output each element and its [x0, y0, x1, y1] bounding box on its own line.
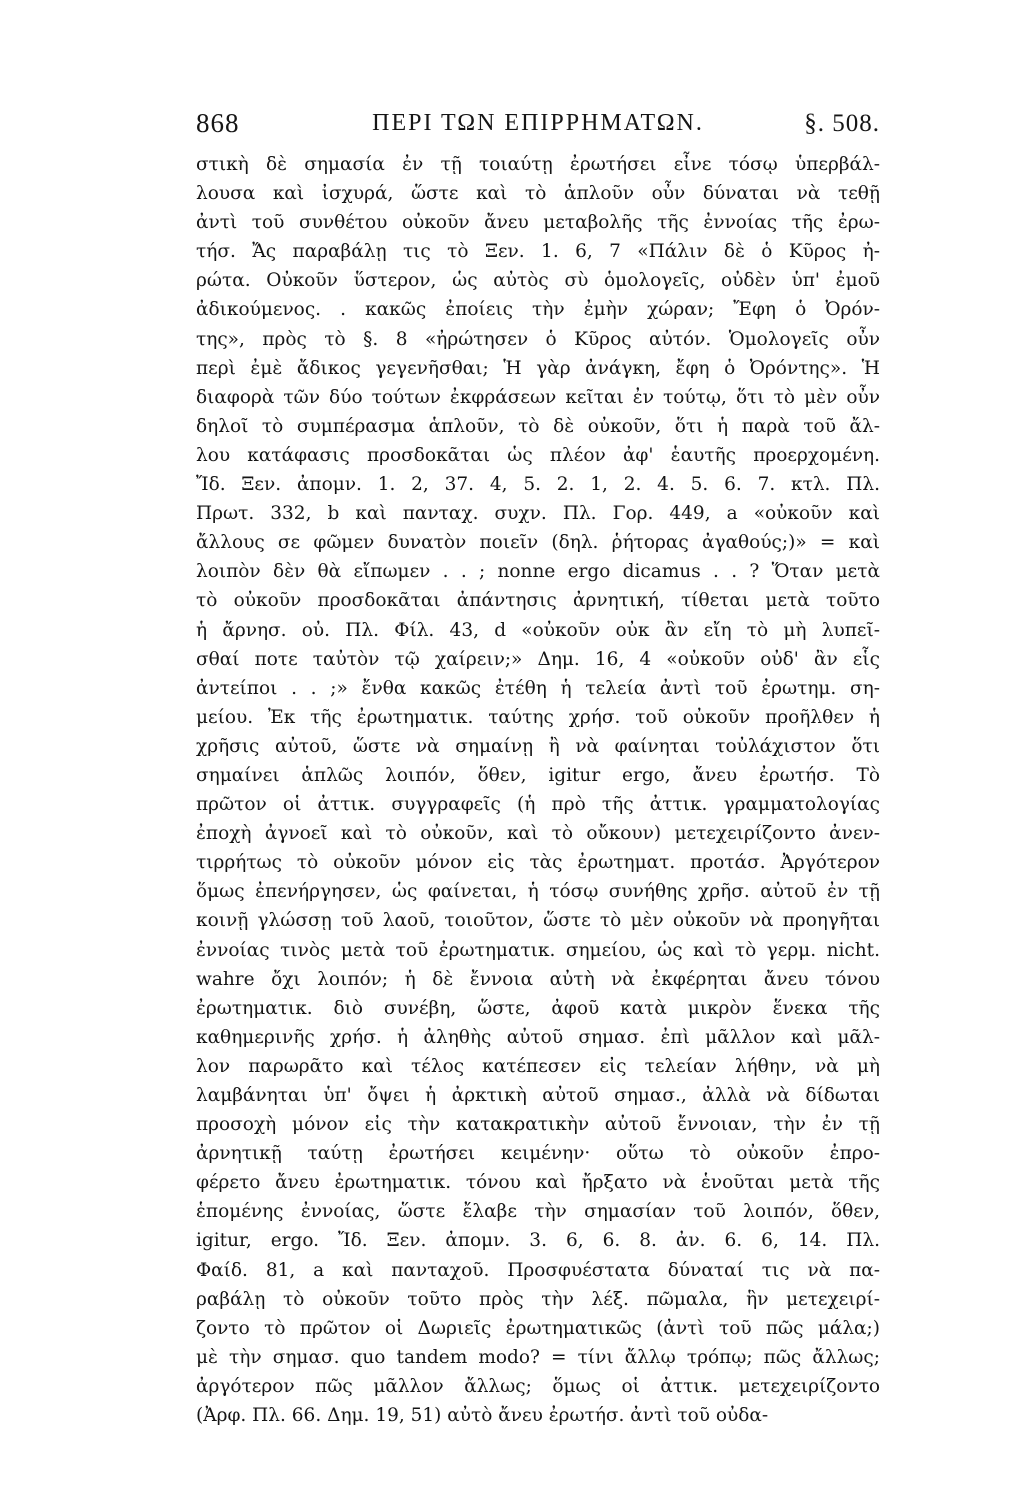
text-line: ὅμως ἐπενήργησεν, ὡς φαίνεται, ἡ τόσῳ συνήθης χρῆσ. αὐτοῦ ἐν τῇ: [196, 881, 880, 903]
body-text: [196, 150, 880, 1430]
text-line: τὸ οὐκοῦν προσδοκᾶται ἀπάντησις ἀρνητική, τίθεται μετὰ τοῦτο: [196, 590, 880, 612]
text-line: Πρωτ. 332, b καὶ πανταχ. συχν. Πλ. Γορ. 449, a «οὐκοῦν καὶ: [196, 503, 880, 525]
text-line: κοινῇ γλώσσῃ τοῦ λαοῦ, τοιοῦτον, ὥστε τὸ μὲν οὐκοῦν νὰ προηγῆται: [196, 910, 880, 932]
text-line: ἀντείποι . . ;» ἔνθα κακῶς ἐτέθη ἡ τελεία ἀντὶ τοῦ ἐρωτημ. ση-: [196, 677, 880, 699]
text-line: λου κατάφασις προσδοκᾶται ὡς πλέον ἀφ' ἑαυτῆς προερχομένη.: [196, 444, 880, 466]
text-line: τήσ. Ἄς παραβάλῃ τις τὸ Ξεν. 1. 6, 7 «Πάλιν δὲ ὁ Κῦρος ἠ-: [196, 241, 880, 263]
text-line: ἀργότερον πῶς μᾶλλον ἄλλως; ὅμως οἱ ἀττικ. μετεχειρίζοντο: [196, 1375, 880, 1397]
text-line: ἡ ἄρνησ. οὐ. Πλ. Φίλ. 43, d «οὐκοῦν οὐκ ἂν εἴη τὸ μὴ λυπεῖ-: [196, 619, 880, 641]
text-line: ζοντο τὸ πρῶτον οἱ Δωριεῖς ἐρωτηματικῶς (ἀντὶ τοῦ πῶς μάλα;): [196, 1317, 880, 1339]
text-line: διαφορὰ τῶν δύο τούτων ἐκφράσεων κεῖται ἐν τούτῳ, ὅτι τὸ μὲν οὖν: [196, 386, 880, 408]
text-line: ἀδικούμενος. . κακῶς ἐποίεις τὴν ἐμὴν χώραν; Ἔφη ὁ Ὀρόν-: [196, 299, 880, 321]
text-line: ἐρωτηματικ. διὸ συνέβη, ὥστε, ἀφοῦ κατὰ μικρὸν ἕνεκα τῆς: [196, 997, 880, 1019]
text-line: ἐννοίας τινὸς μετὰ τοῦ ἐρωτηματικ. σημείου, ὡς καὶ τὸ γερμ. nicht.: [196, 939, 880, 961]
text-line: ἀντὶ τοῦ συνθέτου οὐκοῦν ἄνευ μεταβολῆς τῆς ἐννοίας τῆς ἐρω-: [196, 212, 880, 234]
text-line: τιρρήτως τὸ οὐκοῦν μόνον εἰς τὰς ἐρωτηματ. προτάσ. Ἀργότερον: [196, 852, 880, 874]
section-number: §. 508.: [804, 110, 880, 137]
text-line: wahre ὄχι λοιπόν; ἡ δὲ ἔννοια αὐτὴ νὰ ἐκφέρηται ἄνευ τόνου: [196, 968, 880, 990]
text-line: προσοχὴ μόνον εἰς τὴν κατακρατικὴν αὐτοῦ ἔννοιαν, τὴν ἐν τῇ: [196, 1114, 880, 1136]
text-line: ἑπομένης ἐννοίας, ὥστε ἔλαβε τὴν σημασίαν τοῦ λοιπόν, ὅθεν,: [196, 1201, 880, 1223]
text-line: καθημερινῆς χρήσ. ἡ ἀληθὴς αὐτοῦ σημασ. ἐπὶ μᾶλλον καὶ μᾶλ-: [196, 1026, 880, 1048]
page-number: 868: [196, 108, 240, 138]
text-line: φέρετο ἄνευ ἐρωτηματικ. τόνου καὶ ἤρξατο νὰ ἑνοῦται μετὰ τῆς: [196, 1172, 880, 1194]
text-line: Φαίδ. 81, a καὶ πανταχοῦ. Προσφυέστατα δύναταί τις νὰ πα-: [196, 1259, 880, 1281]
text-line: ραβάλῃ τὸ οὐκοῦν τοῦτο πρὸς τὴν λέξ. πῶμαλα, ἣν μετεχειρί-: [196, 1288, 880, 1310]
text-line: πρῶτον οἱ ἀττικ. συγγραφεῖς (ἡ πρὸ τῆς ἀττικ. γραμματολογίας: [196, 794, 880, 816]
text-line: σθαί ποτε ταὐτὸν τῷ χαίρειν;» Δημ. 16, 4 «οὐκοῦν οὐδ' ἂν εἷς: [196, 648, 880, 670]
text-line: σημαίνει ἁπλῶς λοιπόν, ὅθεν, igitur ergo, ἄνευ ἐρωτήσ. Τὸ: [196, 764, 880, 786]
running-title: ΠΕΡΙ ΤΩΝ ΕΠΙΡΡΗΜΑΤΩΝ.: [372, 110, 704, 136]
text-line: μείου. Ἐκ τῆς ἐρωτηματικ. ταύτης χρήσ. τοῦ οὐκοῦν προῆλθεν ἡ: [196, 706, 880, 728]
text-line: μὲ τὴν σημασ. quo tandem modo? = τίνι ἄλλῳ τρόπῳ; πῶς ἄλλως;: [196, 1346, 880, 1368]
text-line: της», πρὸς τὸ §. 8 «ἠρώτησεν ὁ Κῦρος αὐτόν. Ὁμολογεῖς οὖν: [196, 328, 880, 350]
text-line: (Ἀρφ. Πλ. 66. Δημ. 19, 51) αὐτὸ ἄνευ ἐρωτήσ. ἀντὶ τοῦ οὐδα-: [196, 1405, 769, 1427]
text-line: λαμβάνηται ὑπ' ὄψει ἡ ἀρκτικὴ αὐτοῦ σημασ., ἀλλὰ νὰ δίδωται: [196, 1085, 880, 1106]
text-line: περὶ ἐμὲ ἄδικος γεγενῆσθαι; Ἡ γὰρ ἀνάγκη, ἔφη ὁ Ὀρόντης». Ἡ: [196, 357, 880, 379]
text-line: χρῆσις αὐτοῦ, ὥστε νὰ σημαίνῃ ἢ νὰ φαίνηται τοὐλάχιστον ὅτι: [196, 735, 880, 757]
text-line: ἀρνητικῇ ταύτῃ ἐρωτήσει κειμένην· οὕτω τὸ οὐκοῦν ἐπρο-: [196, 1143, 880, 1165]
text-line: Ἴδ. Ξεν. ἀπομν. 1. 2, 37. 4, 5. 2. 1, 2. 4. 5. 6. 7. κτλ. Πλ.: [196, 474, 880, 496]
text-line: λον παρωρᾶτο καὶ τέλος κατέπεσεν εἰς τελείαν λήθην, νὰ μὴ: [196, 1055, 880, 1077]
text-line: ρώτα. Οὐκοῦν ὕστερον, ὡς αὐτὸς σὺ ὁμολογεῖς, οὐδὲν ὑπ' ἐμοῦ: [196, 270, 880, 292]
text-line: στικὴ δὲ σημασία ἐν τῇ τοιαύτῃ ἐρωτήσει εἶνε τόσῳ ὑπερβάλ-: [196, 154, 880, 175]
text-line: λοιπὸν δὲν θὰ εἴπωμεν . . ; nonne ergo dicamus . . ? Ὅταν μετὰ: [196, 561, 880, 583]
text-line: λουσα καὶ ἰσχυρά, ὥστε καὶ τὸ ἁπλοῦν οὖν δύναται νὰ τεθῇ: [196, 183, 880, 205]
text-line: ἐποχὴ ἀγνοεῖ καὶ τὸ οὐκοῦν, καὶ τὸ οὔκουν) μετεχειρίζοντο ἀνεν-: [196, 823, 880, 845]
text-line: igitur, ergo. Ἴδ. Ξεν. ἀπομν. 3. 6, 6. 8. ἀν. 6. 6, 14. Πλ.: [196, 1230, 880, 1252]
page-header: [196, 108, 880, 144]
text-line: δηλοῖ τὸ συμπέρασμα ἁπλοῦν, τὸ δὲ οὐκοῦν, ὅτι ἡ παρὰ τοῦ ἄλ-: [196, 415, 880, 437]
text-line: ἄλλους σε φῶμεν δυνατὸν ποιεῖν (δηλ. ῥήτορας ἀγαθούς;)» = καὶ: [196, 532, 880, 554]
